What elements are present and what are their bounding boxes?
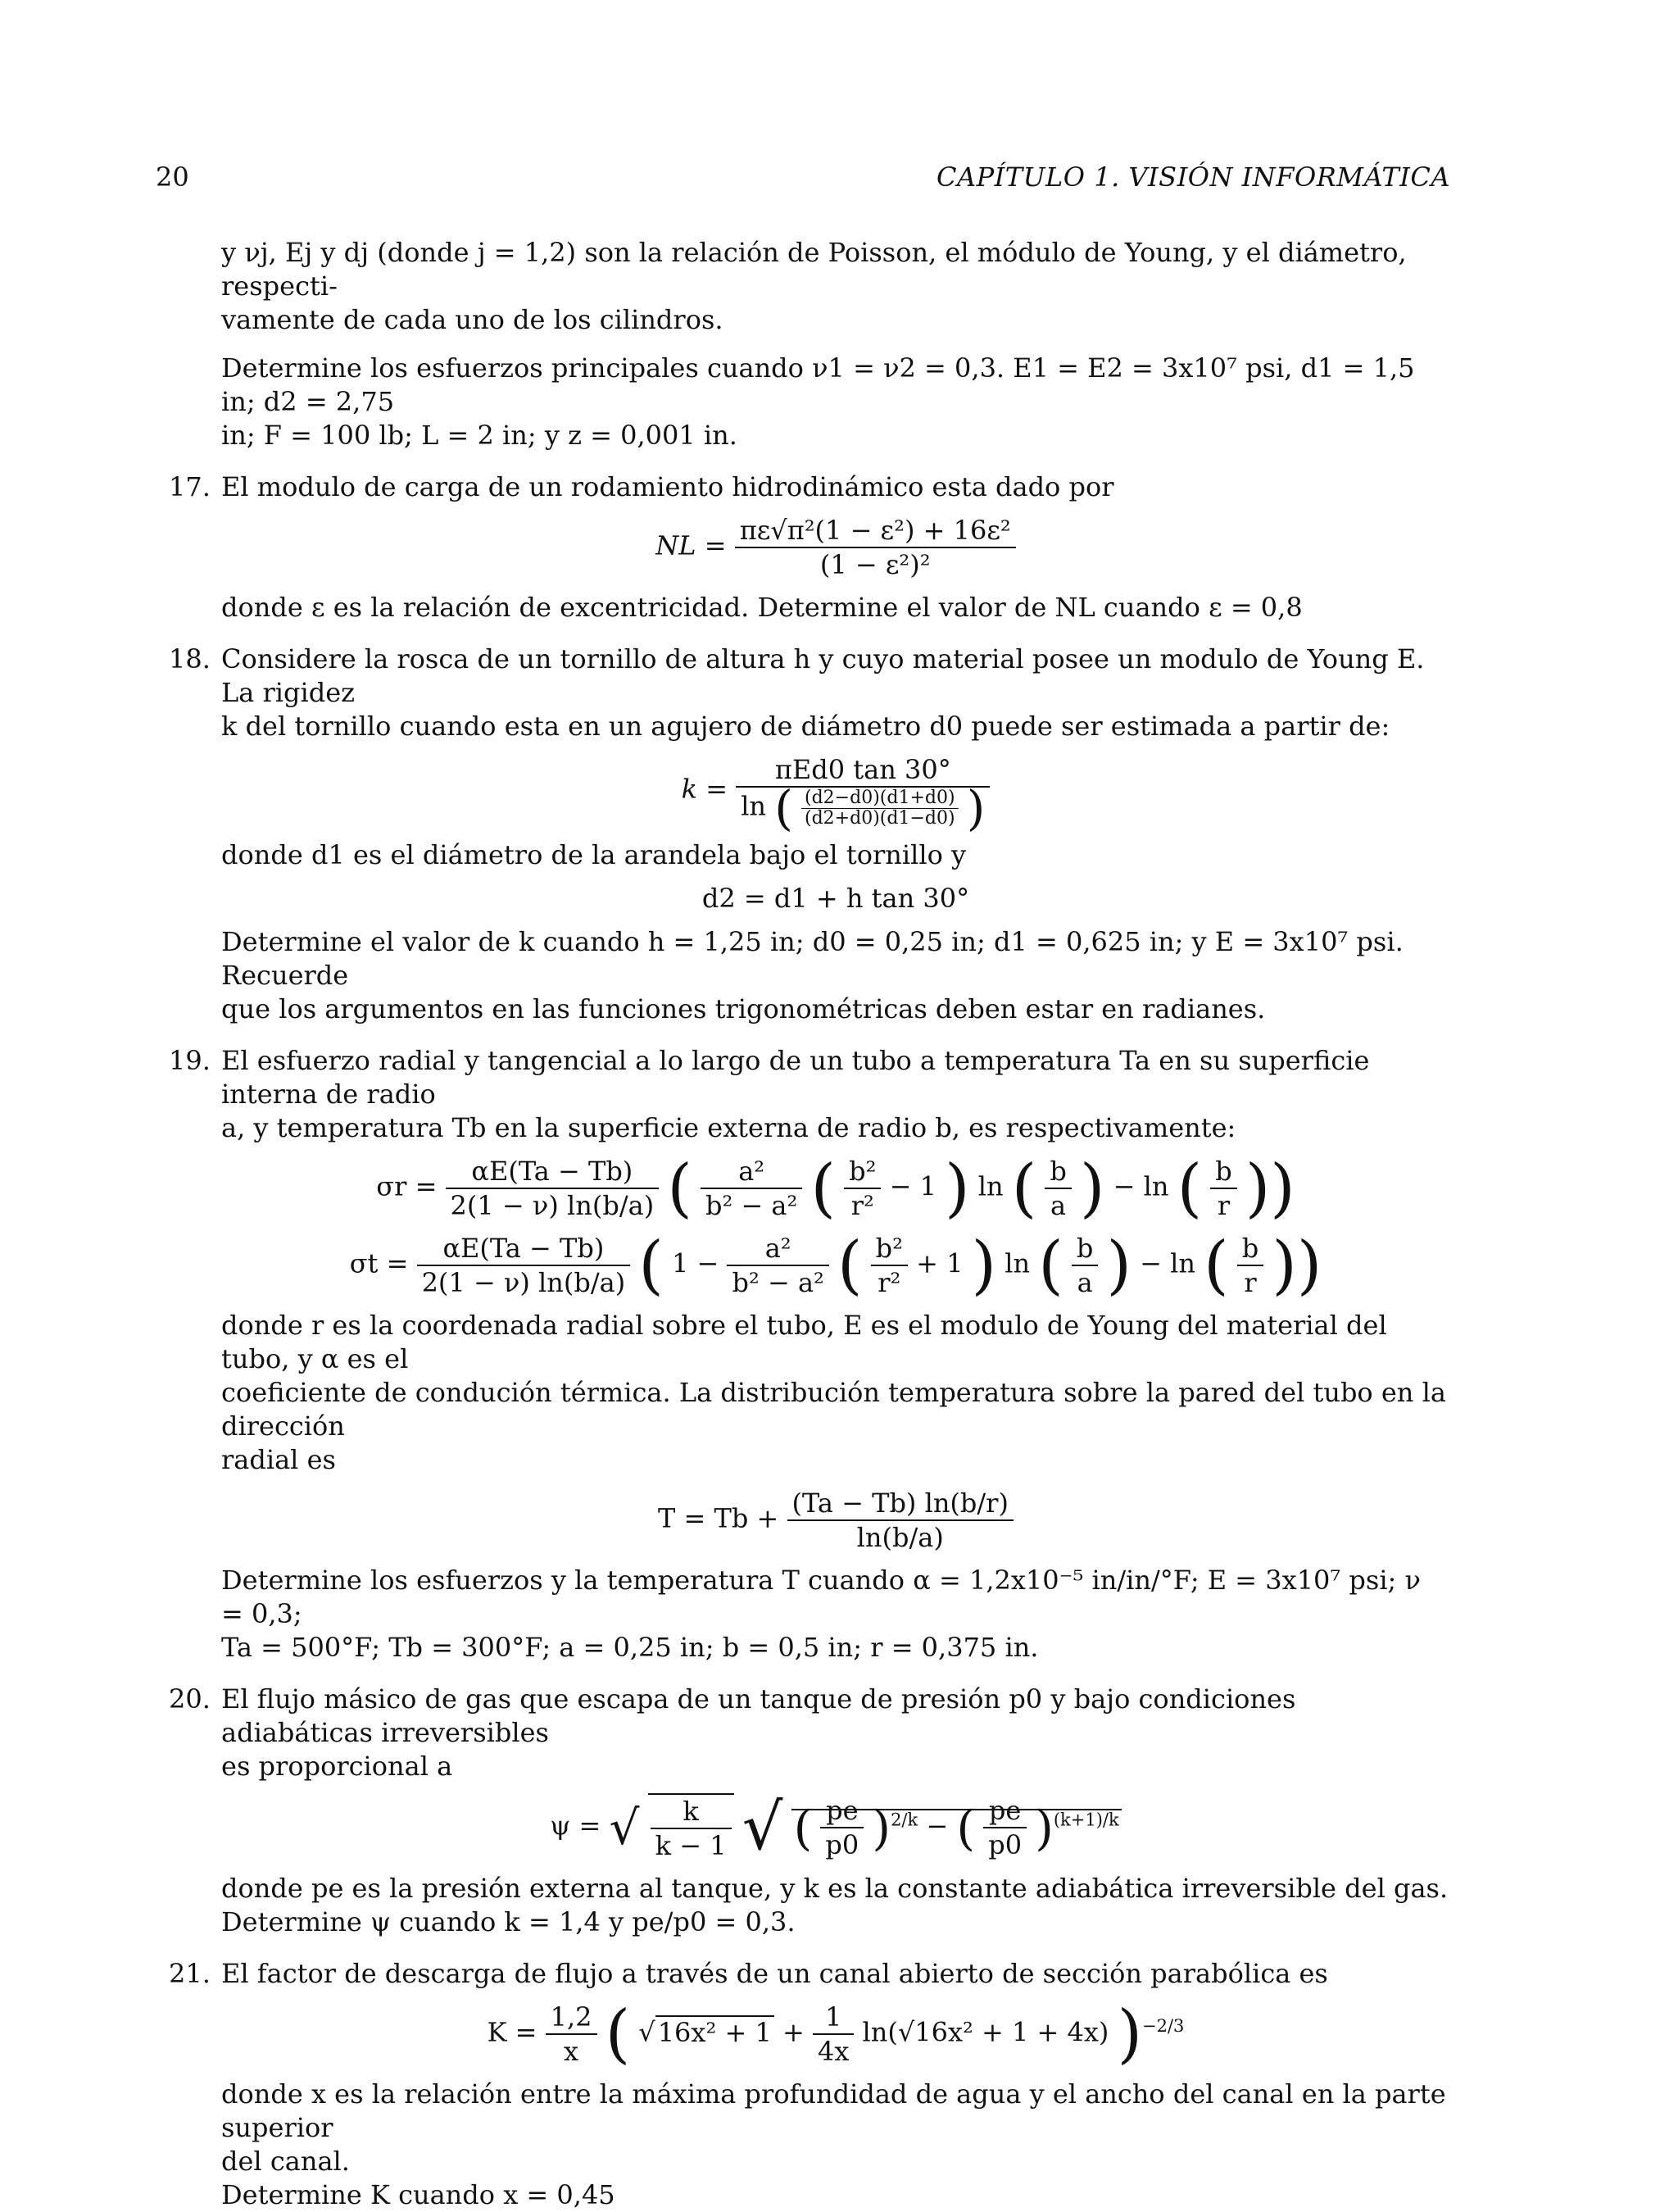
fraction-denominator: r² <box>871 1265 908 1299</box>
problem-text: donde pe es la presión externa al tanque, y k es la constante adiabática irreversible del gas. <box>221 1873 1449 1904</box>
paren-right: ) <box>945 1151 970 1225</box>
problem-text: El esfuerzo radial y tangencial a lo largo de un tubo a temperatura Ta en su superficie interna de radio <box>221 1045 1370 1110</box>
fraction <box>844 1155 881 1222</box>
problem-text: El factor de descarga de flujo a través de un canal abierto de sección parabólica es <box>221 1958 1328 1989</box>
fraction-numerator: b <box>1215 1156 1232 1187</box>
term: 1 − <box>671 1247 719 1279</box>
problem-text: El flujo másico de gas que escapa de un tanque de presión p0 y bajo condiciones adiabáticas irreversibles <box>221 1683 1296 1748</box>
fraction <box>1045 1155 1071 1222</box>
fraction-denominator: (1 − ε²)² <box>735 547 1016 581</box>
eq-lhs: ψ = <box>550 1810 601 1842</box>
eq-lhs: NL = <box>655 529 727 561</box>
paren-right: ) <box>1035 1800 1054 1855</box>
problem-number: 21. <box>169 1958 211 1989</box>
fraction-denominator: 2(1 − ν) ln(b/a) <box>446 1188 660 1222</box>
fraction-numerator: 1,2 <box>550 2001 592 2033</box>
eq-lhs: K = <box>487 2016 537 2048</box>
problem-text: Determine K cuando x = 0,45 <box>221 2179 615 2210</box>
sqrt-sign: √ <box>638 2016 655 2048</box>
fraction-denominator: p0 <box>820 1827 864 1861</box>
paren-left: ( <box>837 1229 863 1302</box>
problem-21 <box>169 1957 1450 2212</box>
fraction-denominator: a <box>1045 1188 1071 1222</box>
paren-left: ( <box>667 1151 692 1225</box>
paren-right: ) <box>1080 1151 1105 1225</box>
eq-lhs: σr = <box>376 1170 438 1202</box>
problem-number: 17. <box>169 471 211 502</box>
exponent: (k+1)/k <box>1053 1809 1119 1829</box>
fraction-numerator: a² <box>738 1156 765 1187</box>
problem-17 <box>169 470 1450 625</box>
problem-text: donde x es la relación entre la máxima profundidad de agua y el ancho del canal en la parte superior <box>221 2078 1446 2143</box>
fraction <box>871 1232 908 1299</box>
fraction-denominator: r <box>1237 1265 1263 1299</box>
paren-left: ( <box>810 1151 836 1225</box>
fraction <box>727 1232 828 1299</box>
ln-label: − ln <box>1113 1170 1169 1202</box>
paren-right: ) <box>1117 1997 1143 2071</box>
coefficient-fraction <box>417 1232 631 1299</box>
fraction-denominator: x <box>546 2033 597 2068</box>
paren-left: ( <box>1011 1151 1037 1225</box>
intro-question <box>221 352 1450 452</box>
fraction-denominator: ln(b/a) <box>787 1519 1014 1554</box>
fraction-denominator: a <box>1072 1265 1098 1299</box>
equation-K <box>221 1997 1450 2071</box>
eq-lhs: σt = <box>349 1247 409 1279</box>
problem-text: k del tornillo cuando esta en un agujero de diámetro d0 puede ser estimada a partir de: <box>221 711 1390 742</box>
fraction-denominator: b² − a² <box>727 1265 828 1299</box>
problem-text: El modulo de carga de un rodamiento hidrodinámico esta dado por <box>221 471 1114 502</box>
fraction <box>813 2001 854 2068</box>
operator: − <box>926 1810 949 1842</box>
fraction-numerator: 1 <box>824 2001 842 2033</box>
equation-temperature <box>221 1487 1450 1554</box>
fraction <box>787 1487 1014 1554</box>
intro-block <box>221 236 1450 337</box>
ln-term: ln(√16x² + 1 + 4x) <box>862 2016 1109 2048</box>
problem-19 <box>169 1044 1450 1665</box>
paren-left: ( <box>774 780 793 836</box>
paren-left: ( <box>1038 1229 1063 1302</box>
fraction <box>736 753 990 836</box>
term: − 1 <box>889 1170 937 1202</box>
problem-text: a, y temperatura Tb en la superficie externa de radio b, es respectivamente: <box>221 1112 1236 1143</box>
fraction-numerator: b <box>1076 1233 1094 1264</box>
problem-number: 18. <box>169 643 211 675</box>
ln-label: ln <box>1005 1247 1031 1279</box>
main-content <box>169 236 1450 2212</box>
problem-text: Ta = 500°F; Tb = 300°F; a = 0,25 in; b = 0,5 in; r = 0,375 in. <box>221 1632 1039 1663</box>
paren-right: )) <box>1272 1229 1322 1302</box>
eq-lhs: T = Tb + <box>658 1502 779 1534</box>
chapter-title: CAPÍTULO 1. VISIÓN INFORMÁTICA <box>936 161 1450 193</box>
problem-text: coeficiente de condución térmica. La distribución temperatura sobre la pared del tubo en la dirección <box>221 1377 1446 1442</box>
ln-label: − ln <box>1140 1247 1195 1279</box>
coefficient-fraction <box>446 1155 660 1222</box>
paren-left: ( <box>793 1800 813 1855</box>
intro-line: in; F = 100 lb; L = 2 in; y z = 0,001 in. <box>221 420 737 451</box>
fraction-numerator: a² <box>764 1233 791 1264</box>
problem-text: donde ε es la relación de excentricidad. Determine el valor de NL cuando ε = 0,8 <box>221 592 1303 623</box>
sqrt-sign: √ <box>741 1791 783 1865</box>
intro-line: vamente de cada uno de los cilindros. <box>221 304 723 335</box>
paren-right: ) <box>1106 1229 1132 1302</box>
paren-left: ( <box>956 1800 976 1855</box>
problem-text: Determine los esfuerzos y la temperatura T cuando α = 1,2x10⁻⁵ in/in/°F; E = 3x10⁷ psi; ν = 0,3; <box>221 1565 1421 1629</box>
paren-left: ( <box>1204 1229 1229 1302</box>
fraction <box>1210 1155 1236 1222</box>
fraction-denominator <box>736 780 990 836</box>
fraction-numerator: b² <box>849 1156 877 1187</box>
fraction-numerator: αE(Ta − Tb) <box>471 1156 633 1187</box>
problem-text: Determine ψ cuando k = 1,4 y pe/p0 = 0,3. <box>221 1906 796 1937</box>
fraction-numerator: πε√π²(1 − ε²) + 16ε² <box>739 515 1011 546</box>
ln-label: ln <box>977 1170 1004 1202</box>
exponent: 2/k <box>891 1809 918 1829</box>
fraction-numerator: πEd0 tan 30° <box>774 754 951 785</box>
equation-sigma-t <box>221 1229 1450 1302</box>
fraction-numerator: b <box>1241 1233 1259 1264</box>
sqrt-body <box>791 1795 1122 1860</box>
paren-right: ) <box>872 1800 891 1855</box>
equation-nl <box>221 514 1450 581</box>
sqrt-body: 16x² + 1 <box>655 2015 774 2048</box>
small-denominator: (d2+d0)(d1−d0) <box>801 808 959 829</box>
equation-d2: d2 = d1 + h tan 30° <box>701 883 970 914</box>
fraction-numerator: b <box>1050 1156 1067 1187</box>
problem-number: 19. <box>169 1045 211 1076</box>
fraction-numerator: αE(Ta − Tb) <box>442 1233 605 1264</box>
problem-18 <box>169 643 1450 1026</box>
page-number: 20 <box>156 161 189 193</box>
fraction-denominator: b² − a² <box>701 1188 802 1222</box>
paren-right: ) <box>971 1229 997 1302</box>
problem-text: es proporcional a <box>221 1751 453 1782</box>
equation-k <box>221 753 1450 836</box>
fraction <box>546 2001 597 2068</box>
problem-text: Considere la rosca de un tornillo de altura h y cuyo material posee un modulo de Young E. La rigidez <box>221 643 1425 708</box>
problem-number: 20. <box>169 1683 211 1715</box>
fraction-numerator: pe <box>826 1795 859 1826</box>
term: + 1 <box>916 1247 964 1279</box>
problem-text: donde d1 es el diámetro de la arandela bajo el tornillo y <box>221 839 967 870</box>
fraction-numerator: b² <box>875 1233 903 1264</box>
fraction <box>820 1794 864 1861</box>
fraction-numerator: k <box>683 1796 699 1827</box>
small-numerator: (d2−d0)(d1+d0) <box>805 787 955 808</box>
sqrt-sign: √ <box>609 1800 640 1855</box>
fraction <box>1237 1232 1263 1299</box>
paren-left: ( <box>605 1997 631 2071</box>
fraction <box>648 1793 734 1862</box>
fraction-denominator: r <box>1210 1188 1236 1222</box>
fraction <box>735 514 1016 581</box>
exponent: −2/3 <box>1142 2015 1185 2036</box>
fraction <box>983 1794 1027 1861</box>
equation-psi <box>221 1791 1450 1865</box>
fraction-denominator: 2(1 − ν) ln(b/a) <box>417 1265 631 1299</box>
fraction-denominator: k − 1 <box>651 1828 732 1862</box>
intro-line: y νj, Ej y dj (donde j = 1,2) son la relación de Poisson, el módulo de Young, y el diámetro, respecti- <box>221 237 1407 302</box>
paren-left: ( <box>1177 1151 1203 1225</box>
fraction-numerator: (Ta − Tb) ln(b/r) <box>791 1488 1009 1519</box>
fraction-denominator: r² <box>844 1188 881 1222</box>
equation-sigma-r <box>221 1151 1450 1225</box>
problem-text: que los argumentos en las funciones trigonométricas deben estar en radianes. <box>221 993 1266 1024</box>
problem-20 <box>169 1683 1450 1939</box>
fraction-denominator: 4x <box>813 2033 854 2068</box>
paren-right: )) <box>1245 1151 1295 1225</box>
problem-text: donde r es la coordenada radial sobre el tubo, E es el modulo de Young del material del tubo, y α es el <box>221 1310 1387 1374</box>
paren-left: ( <box>638 1229 664 1302</box>
fraction <box>1072 1232 1098 1299</box>
fraction-denominator: p0 <box>983 1827 1027 1861</box>
operator: + <box>782 2016 805 2048</box>
problem-text: Determine el valor de k cuando h = 1,25 in; d0 = 0,25 in; d1 = 0,625 in; y E = 3x10⁷ psi. Recuerde <box>221 926 1404 991</box>
paren-right: ) <box>966 780 986 836</box>
problem-text: radial es <box>221 1444 336 1475</box>
eq-lhs: k = <box>681 773 728 805</box>
fraction-numerator: pe <box>988 1795 1022 1826</box>
problem-text: del canal. <box>221 2146 350 2177</box>
intro-line: Determine los esfuerzos principales cuando ν1 = ν2 = 0,3. E1 = E2 = 3x10⁷ psi, d1 = 1,5 in; d2 = 2,75 <box>221 352 1415 417</box>
ln-label: ln <box>741 790 767 822</box>
fraction <box>701 1155 802 1222</box>
small-fraction <box>801 788 959 829</box>
